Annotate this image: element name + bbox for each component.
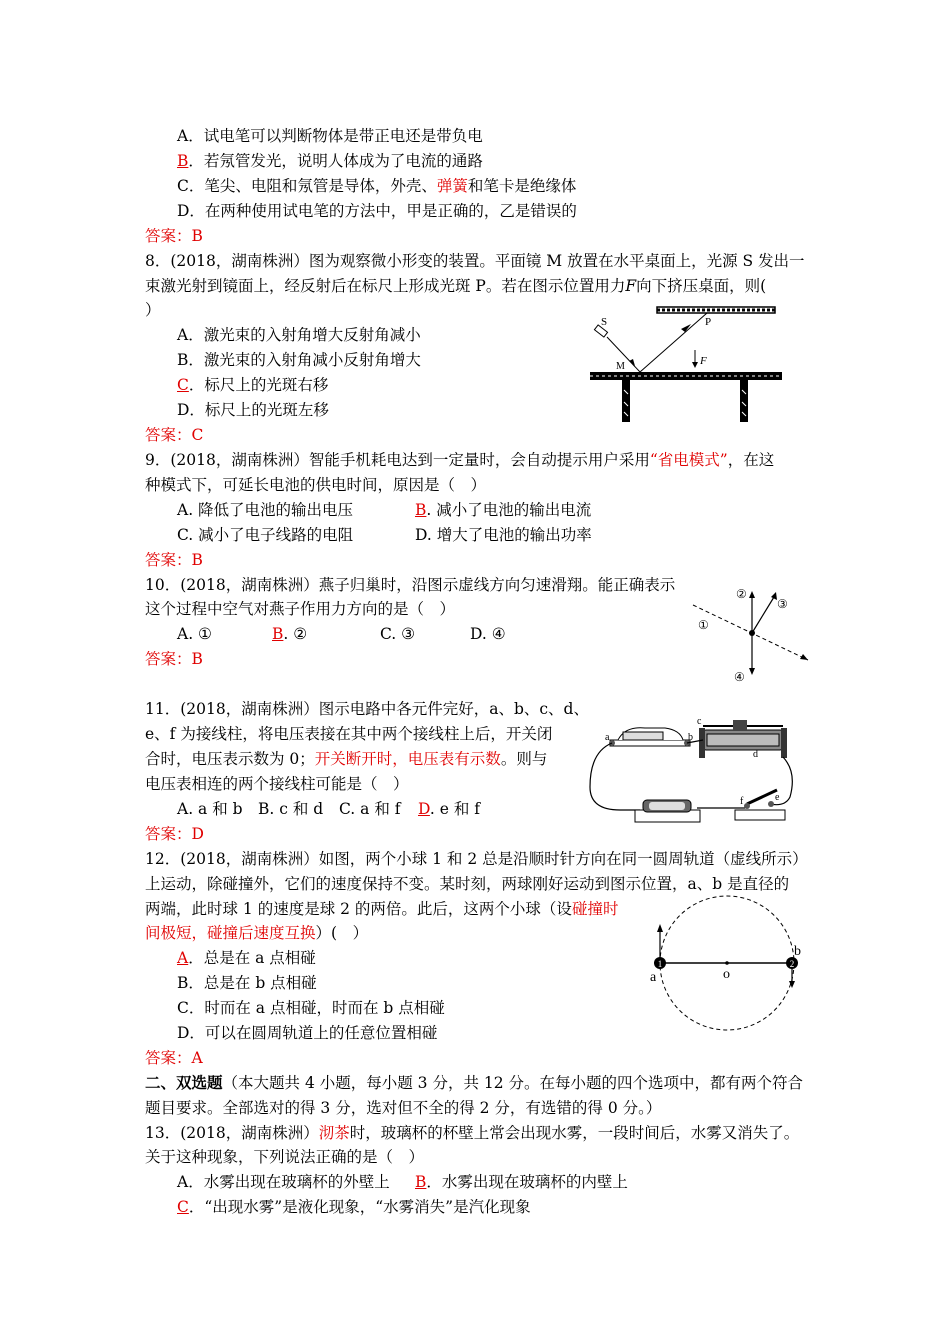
q11-option-d-text: . e 和 f — [429, 800, 480, 818]
q11-option-d — [418, 799, 480, 819]
section2-desc-line1: （本大题共 4 小题，每小题 3 分，共 12 分。在每小题的四个选项中，都有两个符合 — [222, 1074, 804, 1092]
q8-table-leg-right — [740, 380, 748, 422]
q7-answer: 答案：B — [145, 227, 203, 245]
q13-option-b-letter: B — [415, 1173, 427, 1191]
q11-label-e: e — [775, 792, 780, 803]
q11-wire-left — [590, 743, 640, 810]
q10-label-2: ② — [736, 587, 747, 601]
q8-stem-line1: 8．(2018，湖南株洲）图为观察微小形变的装置。平面镜 M 放置在水平桌面上，光源 S 发出一 — [145, 252, 805, 270]
q11-answer: 答案：D — [145, 825, 204, 843]
q7-option-c-pre: C．笔尖、电阻和氖管是导体，外壳、 — [177, 177, 437, 195]
q12-stem-line4-post: ）( ） — [315, 924, 369, 942]
q9-option-d: D. 增大了电池的输出功率 — [415, 526, 592, 544]
q8-stem-line2 — [145, 276, 766, 296]
q9-option-b — [415, 500, 591, 520]
q12-option-a-letter: A — [177, 949, 189, 967]
q7-option-c — [177, 176, 576, 196]
q11-battery — [635, 800, 700, 822]
q8-force-symbol: F — [625, 277, 637, 295]
q13-option-c-letter: C — [177, 1198, 189, 1216]
q8-option-b: B．激光束的入射角减小反射角增大 — [177, 351, 421, 369]
q8-option-c-text: ．标尺上的光斑右移 — [188, 376, 329, 394]
q12-stem-line4-red: 间极短，碰撞后速度互换 — [145, 924, 316, 942]
q13-stem-line1 — [145, 1123, 799, 1143]
q8-option-a: A．激光束的入射角增大反射角减小 — [177, 326, 421, 344]
q10-option-b — [272, 624, 307, 644]
q10-stem-line1: 10．(2018，湖南株洲）燕子归巢时，沿图示虚线方向匀速滑翔。能正确表示 — [145, 576, 676, 594]
q12-orbit-figure — [640, 895, 815, 1035]
q10-option-d: D. ④ — [470, 625, 506, 643]
q10-option-a: A. ① — [177, 625, 212, 643]
q7-option-c-red: 弹簧 — [436, 177, 468, 195]
q9-option-b-letter: B — [415, 501, 427, 519]
q9-stem-line1-red: “省电模式” — [649, 451, 728, 469]
q9-stem-line1-post: ，在这 — [727, 451, 775, 469]
q8-stem-line3: ） — [145, 301, 161, 319]
q9-option-c: C. 减小了电子线路的电阻 — [177, 526, 354, 544]
q10-stem-line2: 这个过程中空气对燕子作用力方向的是（ ） — [145, 600, 456, 618]
q12-stem-line3-red: 碰撞时 — [571, 900, 619, 918]
q11-circuit-figure — [585, 712, 800, 830]
q13-option-b — [415, 1172, 628, 1192]
q11-wire-right — [770, 757, 792, 805]
section2-title: 二、双选题 — [145, 1073, 223, 1092]
q8-label-s: S — [601, 316, 608, 328]
q12-option-a-text: ．总是在 a 点相碰 — [188, 949, 316, 967]
q11-label-d: d — [753, 749, 758, 760]
q12-stem-line1: 12．(2018，湖南株洲）如图，两个小球 1 和 2 总是沿顺时针方向在同一圆周轨道（虚线所示） — [145, 850, 808, 868]
q11-option-b: B. c 和 d — [258, 800, 324, 818]
q10-answer: 答案：B — [145, 650, 203, 668]
q10-option-c: C. ③ — [380, 625, 416, 643]
q12-ball-2-label: 2 — [789, 959, 795, 969]
q10-arrow-3 — [752, 597, 774, 633]
q11-stem-line2: e、f 为接线柱，将电压表接在其中两个接线柱上后，开关闭 — [145, 725, 553, 743]
q11-option-c: C. a 和 f — [339, 800, 401, 818]
q13-option-c-text: ．“出现水雾”是液化现象，“水雾消失”是汽化现象 — [188, 1198, 531, 1216]
q10-option-b-letter: B — [272, 625, 284, 643]
q12-option-d: D．可以在圆周轨道上的任意位置相碰 — [177, 1024, 438, 1042]
q9-stem-line2: 种模式下，可延长电池的供电时间，原因是（ ） — [145, 476, 487, 494]
q11-stem-line3-red: 开关断开时，电压表有示数 — [314, 750, 501, 768]
q13-stem-line1-pre: 13．(2018，湖南株洲） — [145, 1124, 319, 1142]
q10-force-direction-figure — [690, 583, 815, 688]
q8-stem-line2-pre: 束激光射到镜面上，经反射后在标尺上形成光斑 P。若在图示位置用力 — [145, 277, 626, 295]
q11-resistor-ab — [609, 728, 690, 746]
q13-stem-line1-red: 沏茶 — [318, 1124, 350, 1142]
q10-label-3: ③ — [777, 597, 788, 611]
q11-option-d-letter: D — [418, 800, 430, 818]
q11-option-a: A. a 和 b — [177, 800, 243, 818]
q11-stem-line3-post: 。则与 — [500, 750, 548, 768]
q13-stem-line1-post: 时，玻璃杯的杯壁上常会出现水雾，一段时间后，水雾又消失了。 — [349, 1124, 800, 1142]
q13-option-b-text: ．水雾出现在玻璃杯的内壁上 — [426, 1173, 628, 1191]
q9-option-b-text: . 减小了电池的输出电流 — [426, 501, 592, 519]
q7-option-d: D．在两种使用试电笔的方法中，甲是正确的，乙是错误的 — [177, 202, 577, 220]
q7-option-c-post: 和笔卡是绝缘体 — [467, 177, 577, 195]
q11-label-f: f — [740, 796, 744, 807]
q8-option-d: D．标尺上的光斑左移 — [177, 401, 329, 419]
q12-stem-line2: 上运动，除碰撞外，它们的速度保持不变。某时刻，两球刚好运动到图示位置，a、b 是直径的 — [145, 875, 790, 893]
q12-ball-1-label: 1 — [657, 959, 663, 969]
q11-label-c: c — [697, 716, 702, 727]
q8-table-leg-left — [622, 380, 630, 422]
q7-option-a: A．试电笔可以判断物体是带正电还是带负电 — [177, 127, 483, 145]
q12-stem-line3-pre: 两端，此时球 1 的速度是球 2 的两倍。此后，这两个小球（设 — [145, 900, 572, 918]
q8-label-f: F — [700, 355, 707, 367]
q12-option-a — [177, 948, 316, 968]
q11-rheostat — [699, 720, 787, 758]
q12-option-c: C．时而在 a 点相碰，时而在 b 点相碰 — [177, 999, 445, 1017]
q11-label-b: b — [688, 732, 693, 743]
q9-option-a: A. 降低了电池的输出电压 — [177, 501, 354, 519]
q8-answer: 答案：C — [145, 426, 204, 444]
q10-label-4: ④ — [734, 670, 745, 684]
q12-label-o: o — [723, 967, 730, 982]
q9-stem-line1-pre: 9．(2018，湖南株洲）智能手机耗电达到一定量时，会自动提示用户采用 — [145, 451, 650, 469]
q11-stem-line3-pre: 合时，电压表示数为 0； — [145, 750, 315, 768]
q8-stem-line2-post: 向下挤压桌面，则( — [636, 277, 767, 295]
q13-option-c — [177, 1197, 531, 1217]
section2-desc-line2: 题目要求。全部选对的得 3 分，选对但不全的得 2 分，有选错的得 0 分。） — [145, 1099, 662, 1117]
q7-option-b — [177, 151, 483, 171]
q12-answer: 答案：A — [145, 1049, 203, 1067]
q9-stem-line1 — [145, 450, 774, 470]
q7-option-b-letter: B — [177, 152, 189, 170]
q12-label-b: b — [794, 944, 801, 959]
q11-stem-line1: 11．(2018，湖南株洲）图示电路中各元件完好，a、b、c、d、 — [145, 700, 589, 718]
q8-option-c-letter: C — [177, 376, 189, 394]
q8-label-p: P — [705, 316, 712, 328]
q7-option-b-text: ．若氖管发光，说明人体成为了电流的通路 — [188, 152, 483, 170]
section2-heading — [145, 1073, 803, 1093]
q11-stem-line4: 电压表相连的两个接线柱可能是（ ） — [145, 775, 409, 793]
q9-answer: 答案：B — [145, 551, 203, 569]
q12-label-a: a — [650, 970, 657, 985]
q8-option-c — [177, 375, 328, 395]
q8-mirror-figure — [585, 302, 790, 427]
q11-label-a: a — [605, 732, 610, 743]
q11-stem-line3 — [145, 749, 547, 769]
q13-option-a: A．水雾出现在玻璃杯的外壁上 — [177, 1173, 390, 1191]
q8-label-m: M — [616, 361, 625, 372]
q12-stem-line3 — [145, 899, 618, 919]
q13-stem-line2: 关于这种现象，下列说法正确的是（ ） — [145, 1148, 425, 1166]
q12-stem-line4 — [145, 923, 368, 943]
q12-option-b: B．总是在 b 点相碰 — [177, 974, 317, 992]
q10-option-b-text: . ② — [283, 625, 308, 643]
q10-label-1: ① — [698, 618, 709, 632]
